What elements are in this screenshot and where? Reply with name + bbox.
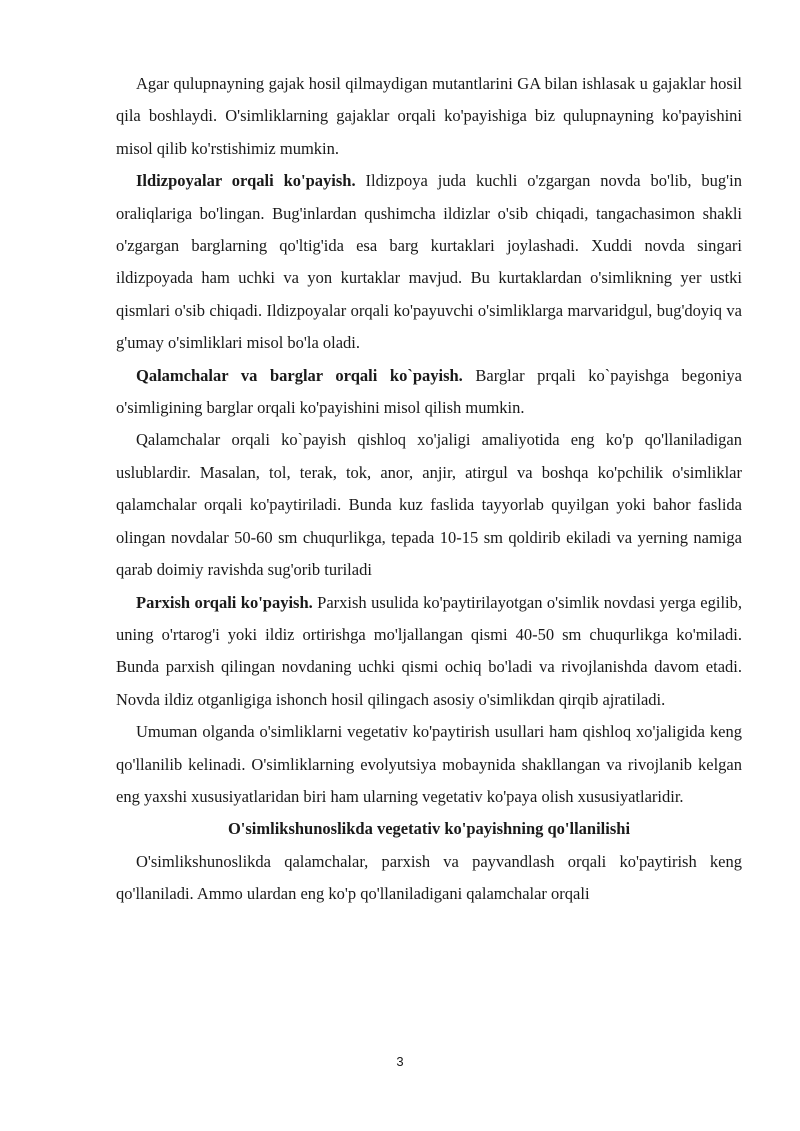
paragraph-lead-heading: Qalamchalar va barglar orqali ko`payish. xyxy=(136,365,463,385)
section-heading: O'simlikshunoslikda vegetativ ko'payishning qo'llanilishi xyxy=(227,819,631,839)
paragraph-strawberry-runners xyxy=(116,68,742,165)
page-number: 3 xyxy=(396,1054,404,1069)
paragraph-layering-propagation xyxy=(116,587,742,717)
paragraph-lead-heading: Ildizpoyalar orqali ko'payish. xyxy=(136,171,356,191)
paragraph-lead-heading: Parxish orqali ko'payish. xyxy=(136,592,313,612)
paragraph-text: Umuman olganda o'simliklarni vegetativ ko'paytirish usullari ham qishloq xo'jaligida keng qo'llanilib kelinadi. O'simliklarning evolyutsiya mobaynida shakllangan va rivojlanib kelgan eng yaxshi xususiyatlaridan biri ham ularning vegetativ ko'paya olish xususiyatlaridir. xyxy=(116,722,742,806)
paragraph-text: Parxish usulida ko'paytirilayotgan o'simlik novdasi yerga egilib, uning o'rtarog'i yoki ildiz ortirishga mo'ljallangan qismi 40-50 sm chuqurlikga ko'miladi. Bunda parxish qilingan novdaning uchki qismi ochiq bo'ladi va rivojlanishda davom etadi. Novda ildiz otganligiga ishonch hosil qilingach asosiy o'simlikdan qirqib ajratiladi. xyxy=(116,592,742,709)
paragraph-text: Qalamchalar orqali ko`payish qishloq xo'jaligi amaliyotida eng ko'p qo'llaniladigan uslublardir. Masalan, tol, terak, tok, anor, anjir, atirgul va boshqa ko'pchilik o'simliklar qalamchalar orqali ko'paytiriladi. Bunda kuz faslida tayyorlab quyilgan yoki bahor faslida olingan novdalar 50-60 sm chuqurlikga, tepada 10-15 sm qoldirib ekiladi va yerning namiga qarab doimiy ravishda sug'orib turiladi xyxy=(116,430,742,580)
paragraph-cuttings-agriculture xyxy=(116,424,742,586)
paragraph-text: Barglar prqali ko`payishga begoniya o'simligining barglar orqali ko'payishini misol qilish mumkin. xyxy=(116,365,742,418)
paragraph-rhizome-propagation xyxy=(116,165,742,359)
paragraph-text: Agar qulupnayning gajak hosil qilmaydigan mutantlarini GA bilan ishlasak u gajaklar hosil qila boshlaydi. O'simliklarning gajaklar orqali ko'payishiga biz qulupnayning ko'payishini misol qilib ko'rstishimiz mumkin. xyxy=(116,74,742,158)
paragraph-text: O'simlikshunoslikda qalamchalar, parxish va payvandlash orqali ko'paytirish keng qo'llaniladi. Ammo ulardan eng ko'p qo'llaniladigani qalamchalar orqali xyxy=(116,851,742,904)
document-page xyxy=(116,68,742,911)
paragraph-vegetative-summary xyxy=(116,716,742,813)
paragraph-text: Ildizpoya juda kuchli o'zgargan novda bo'lib, bug'in oraliqlariga bo'lingan. Bug'inlardan qushimcha ildizlar o'sib chiqadi, tangachasimon shakli o'zgargan barglarning qo'ltig'ida esa barg kurtaklari joylashadi. Xuddi novda singari ildizpoyada ham uchki va yon kurtaklar mavjud. Bu kurtaklardan o'simlikning yer ustki qismlari o'sib chiqadi. Ildizpoyalar orqali ko'payuvchi o'simliklarga marvaridgul, bug'doyiq va g'umay o'simliklari misol bo'la oladi. xyxy=(116,171,742,353)
paragraph-section-intro xyxy=(116,846,742,911)
paragraph-cutting-leaf-propagation xyxy=(116,360,742,425)
